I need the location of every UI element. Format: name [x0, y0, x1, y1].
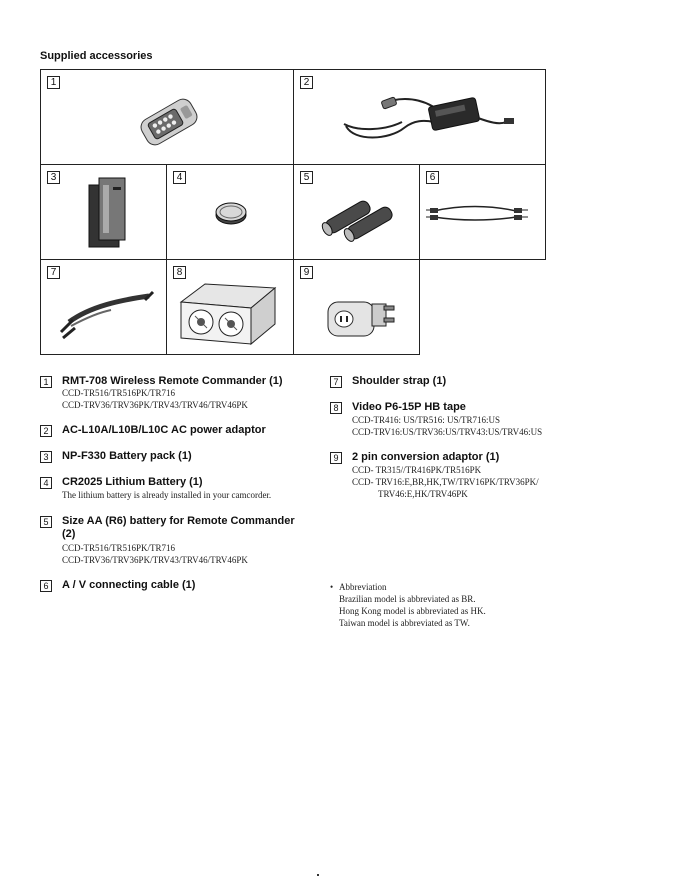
item-number-box: 9 — [330, 452, 342, 464]
item-title: A / V connecting cable (1) — [62, 579, 196, 591]
item-number-box: 5 — [40, 516, 52, 528]
aa-batteries-illustration — [294, 165, 421, 261]
item-number-box: 3 — [40, 451, 52, 463]
cell-number-5: 5 — [300, 171, 313, 184]
accessory-image-grid — [40, 69, 546, 355]
item-title: Shoulder strap (1) — [352, 375, 447, 387]
item-title: Size AA (R6) battery for Remote Commander (2) — [62, 515, 295, 540]
item-number-box: 1 — [40, 376, 52, 388]
note-line: Brazilian model is abbreviated as BR. — [339, 594, 476, 604]
item-models: TRV46:E,HK/TRV46PK — [378, 489, 468, 499]
item-number-box: 4 — [40, 477, 52, 489]
note-line: Hong Kong model is abbreviated as HK. — [339, 606, 486, 616]
lithium-battery-illustration — [167, 165, 295, 261]
av-cable-illustration — [420, 165, 547, 261]
grid-cell-1 — [40, 69, 294, 165]
cell-number-3: 3 — [47, 171, 60, 184]
item-models: CCD- TR315//TR416PK/TR516PK — [352, 465, 482, 475]
grid-cell-6 — [419, 164, 546, 260]
grid-cell-4 — [166, 164, 294, 260]
cell-number-8: 8 — [173, 266, 186, 279]
cell-number-2: 2 — [300, 76, 313, 89]
grid-cell-2 — [293, 69, 546, 165]
cell-number-7: 7 — [47, 266, 60, 279]
item-title: Video P6-15P HB tape — [352, 401, 466, 413]
grid-cell-8 — [166, 259, 294, 355]
item-models: CCD-TRV16:US/TRV36:US/TRV43:US/TRV46:US — [352, 427, 543, 437]
item-title: CR2025 Lithium Battery (1) — [62, 476, 203, 488]
item-models: CCD-TR516/TR516PK/TR716 — [62, 388, 176, 398]
item-models: CCD-TRV36/TRV36PK/TRV43/TRV46/TRV46PK — [62, 555, 248, 565]
grid-cell-5 — [293, 164, 420, 260]
video-tape-illustration — [167, 260, 295, 356]
cell-number-6: 6 — [426, 171, 439, 184]
item-title: 2 pin conversion adaptor (1) — [352, 451, 500, 463]
bullet-marker: • — [330, 582, 334, 592]
item-models: CCD-TR516/TR516PK/TR716 — [62, 543, 176, 553]
note-line: Abbreviation — [339, 582, 387, 592]
item-number-box: 8 — [330, 402, 342, 414]
item-title: RMT-708 Wireless Remote Commander (1) — [62, 375, 283, 387]
note-line: Taiwan model is abbreviated as TW. — [339, 618, 470, 628]
item-models: CCD- TRV16:E,BR,HK,TW/TRV16PK/TRV36PK/ — [352, 477, 539, 487]
section-heading: Supplied accessories — [40, 50, 153, 62]
cell-number-4: 4 — [173, 171, 186, 184]
pin-adaptor-illustration — [294, 260, 421, 356]
item-number-box: 6 — [40, 580, 52, 592]
battery-pack-illustration — [41, 165, 168, 261]
item-number-box: 7 — [330, 376, 342, 388]
page-mark — [317, 874, 319, 876]
cell-number-1: 1 — [47, 76, 60, 89]
item-models: CCD-TRV36/TRV36PK/TRV43/TRV46/TRV46PK — [62, 400, 248, 410]
item-title: NP-F330 Battery pack (1) — [62, 450, 192, 462]
cell-number-9: 9 — [300, 266, 313, 279]
grid-cell-7 — [40, 259, 167, 355]
item-note: The lithium battery is already installed in your camcorder. — [62, 490, 272, 500]
grid-cell-3 — [40, 164, 167, 260]
grid-cell-9 — [293, 259, 420, 355]
shoulder-strap-illustration — [41, 260, 168, 356]
item-number-box: 2 — [40, 425, 52, 437]
item-title: AC-L10A/L10B/L10C AC power adaptor — [62, 424, 266, 436]
ac-adaptor-illustration — [294, 70, 547, 166]
remote-commander-illustration — [41, 70, 295, 166]
item-models: CCD-TR416: US/TR516: US/TR716:US — [352, 415, 501, 425]
